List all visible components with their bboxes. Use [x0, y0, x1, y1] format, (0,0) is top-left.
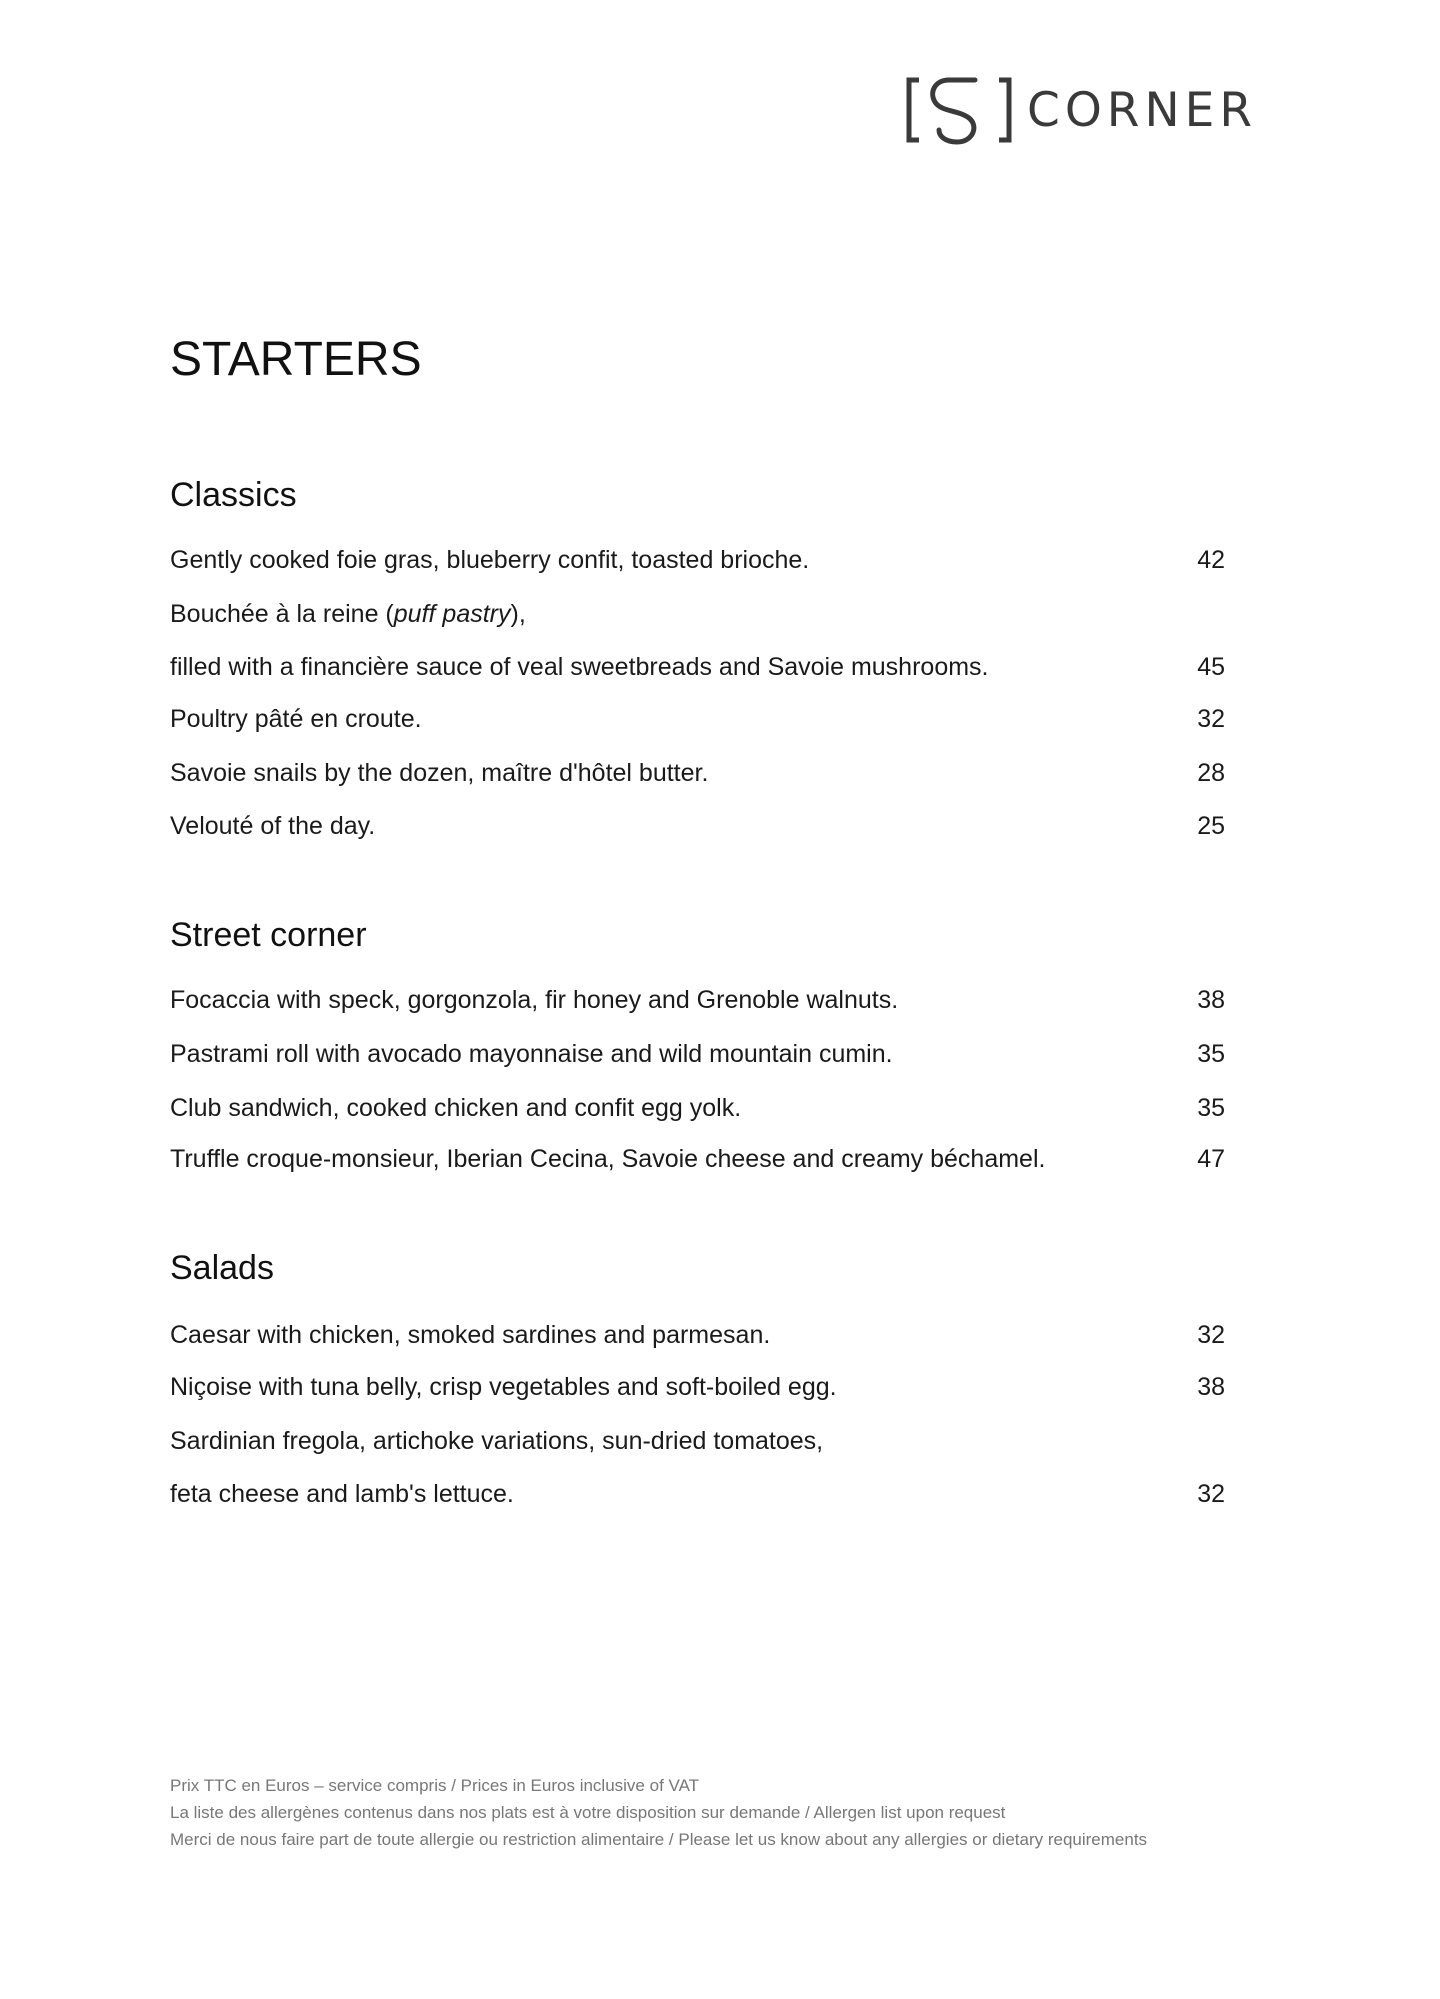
menu-item — [170, 1421, 1225, 1461]
menu-item-description: Gently cooked foie gras, blueberry confit, toasted brioche. — [170, 546, 810, 574]
menu-item — [170, 753, 1225, 793]
menu-item-continuation — [170, 1474, 1225, 1514]
menu-item-price: 32 — [1197, 1480, 1225, 1508]
menu-item-price: 32 — [1197, 705, 1225, 733]
menu-item — [170, 699, 1225, 739]
menu-item-price: 35 — [1197, 1094, 1225, 1122]
footer-notes — [170, 1772, 1190, 1853]
menu-item-price: 38 — [1197, 986, 1225, 1014]
menu-item-price: 47 — [1197, 1145, 1225, 1173]
menu-item-italic-note: puff pastry — [393, 600, 511, 628]
menu-item — [170, 1088, 1225, 1128]
menu-item-description: Savoie snails by the dozen, maître d'hôtel butter. — [170, 759, 709, 787]
menu-item-description: Club sandwich, cooked chicken and confit egg yolk. — [170, 1094, 742, 1122]
menu-item-description: feta cheese and lamb's lettuce. — [170, 1480, 514, 1508]
menu-item-price: 42 — [1197, 546, 1225, 574]
menu-item-description — [170, 594, 526, 634]
menu-item-continuation — [170, 647, 1225, 687]
menu-item-text: ), — [510, 600, 526, 628]
menu-item — [170, 1367, 1225, 1407]
menu-item-price: 35 — [1197, 1040, 1225, 1068]
menu-item-description: Truffle croque-monsieur, Iberian Cecina, Savoie cheese and creamy béchamel. — [170, 1145, 1046, 1173]
menu-item-description: Poultry pâté en croute. — [170, 705, 422, 733]
menu-item-description: Pastrami roll with avocado mayonnaise and wild mountain cumin. — [170, 1040, 893, 1068]
menu-item-price: 38 — [1197, 1373, 1225, 1401]
menu-item-text: Bouchée à la reine ( — [170, 600, 394, 628]
menu-item-description: Sardinian fregola, artichoke variations, sun-dried tomatoes, — [170, 1427, 824, 1455]
menu-item-description: Velouté of the day. — [170, 812, 376, 840]
menu-item-price: 25 — [1197, 812, 1225, 840]
footer-line-allergens: La liste des allergènes contenus dans nos plats est à votre disposition sur demande / Allergen list upon request — [170, 1803, 1006, 1822]
section-title-street-corner: Street corner — [170, 916, 367, 954]
logo-text: CORNER — [1027, 82, 1257, 138]
menu-item — [170, 980, 1225, 1020]
menu-item — [170, 1034, 1225, 1074]
menu-item-price: 28 — [1197, 759, 1225, 787]
menu-item-description: filled with a financière sauce of veal sweetbreads and Savoie mushrooms. — [170, 653, 989, 681]
menu-item-description: Focaccia with speck, gorgonzola, fir honey and Grenoble walnuts. — [170, 986, 899, 1014]
section-title-classics: Classics — [170, 476, 297, 514]
menu-item-price: 45 — [1197, 653, 1225, 681]
footer-line-dietary: Merci de nous faire part de toute allergie ou restriction alimentaire / Please let us know about any allergies or dietary requirements — [170, 1830, 1148, 1849]
footer-line-prices: Prix TTC en Euros – service compris / Prices in Euros inclusive of VAT — [170, 1776, 700, 1795]
brand-logo — [905, 70, 1257, 150]
menu-item — [170, 540, 1225, 580]
menu-item — [170, 806, 1225, 846]
menu-item — [170, 1139, 1225, 1179]
menu-item — [170, 594, 1225, 634]
menu-item-description: Caesar with chicken, smoked sardines and parmesan. — [170, 1321, 771, 1349]
page-title: STARTERS — [170, 333, 422, 386]
bracket-s-icon — [905, 70, 1013, 150]
section-title-salads: Salads — [170, 1249, 274, 1287]
menu-item-price: 32 — [1197, 1321, 1225, 1349]
menu-item — [170, 1315, 1225, 1355]
menu-item-description: Niçoise with tuna belly, crisp vegetables and soft-boiled egg. — [170, 1373, 837, 1401]
